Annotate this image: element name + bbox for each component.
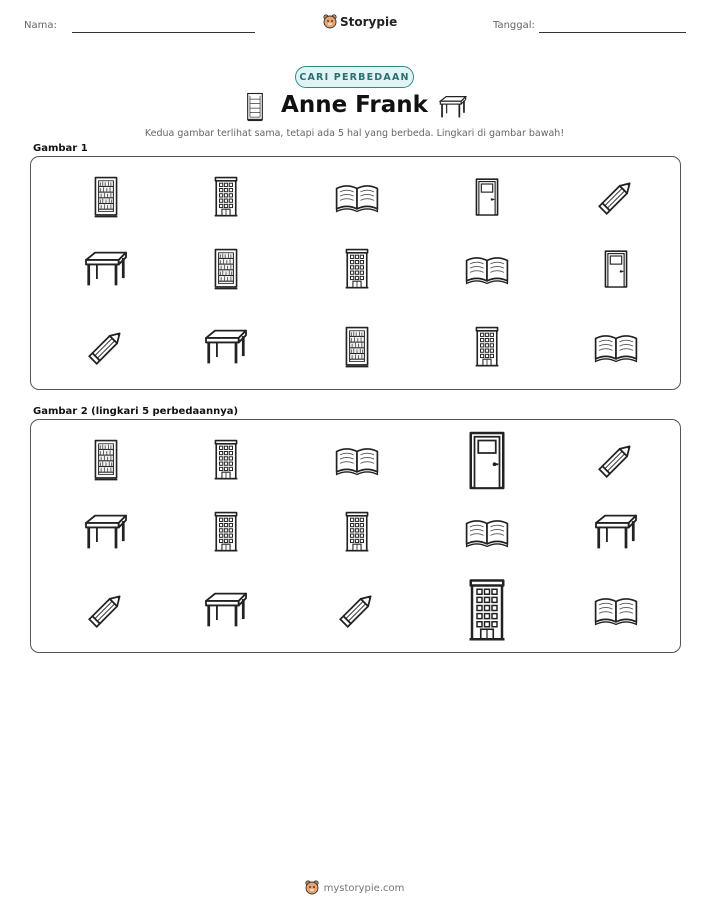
- building-icon[interactable]: [467, 575, 507, 646]
- table-icon[interactable]: [202, 590, 250, 630]
- pencil-icon[interactable]: [85, 589, 127, 631]
- bookshelf-icon[interactable]: [344, 324, 370, 370]
- mascot-icon: [305, 880, 319, 896]
- book-icon[interactable]: [463, 252, 511, 286]
- date-label: Tanggal:: [493, 20, 535, 31]
- date-field[interactable]: [539, 32, 686, 33]
- picture1-label: Gambar 1: [33, 143, 88, 154]
- footer-url[interactable]: mystorypie.com: [323, 882, 405, 894]
- door-icon[interactable]: [467, 428, 507, 493]
- book-icon[interactable]: [592, 593, 640, 627]
- building-icon[interactable]: [344, 246, 370, 292]
- activity-badge: CARI PERBEDAAN: [295, 66, 414, 88]
- picture2-panel: [30, 419, 681, 653]
- book-icon[interactable]: [463, 515, 511, 549]
- pencil-icon[interactable]: [336, 589, 378, 631]
- building-icon[interactable]: [344, 509, 370, 555]
- book-icon[interactable]: [333, 443, 381, 477]
- bookshelf-icon[interactable]: [93, 174, 119, 220]
- footer: [0, 880, 709, 896]
- brand-logo: [323, 14, 397, 30]
- bookshelf-icon[interactable]: [93, 437, 119, 483]
- instruction-text: Kedua gambar terlihat sama, tetapi ada 5 hal yang berbeda. Lingkari di gambar bawah!: [144, 128, 565, 139]
- name-field[interactable]: [72, 32, 255, 33]
- page-title: Anne Frank: [281, 92, 428, 118]
- picture2-label: Gambar 2 (lingkari 5 perbedaannya): [33, 406, 239, 417]
- door-icon[interactable]: [603, 248, 629, 290]
- door-icon[interactable]: [474, 176, 500, 218]
- table-icon[interactable]: [592, 512, 640, 552]
- pencil-icon[interactable]: [85, 326, 127, 368]
- table-icon[interactable]: [82, 249, 130, 289]
- name-label: Nama:: [24, 20, 57, 31]
- table-icon[interactable]: [202, 327, 250, 367]
- building-icon[interactable]: [213, 174, 239, 220]
- bookshelf-icon[interactable]: [213, 246, 239, 292]
- pencil-icon[interactable]: [595, 176, 637, 218]
- building-icon[interactable]: [213, 437, 239, 483]
- pencil-icon[interactable]: [595, 439, 637, 481]
- mascot-icon: [323, 14, 337, 30]
- building-icon[interactable]: [474, 324, 500, 370]
- book-icon[interactable]: [592, 330, 640, 364]
- brand-name: Storypie: [340, 15, 398, 29]
- title-table-icon: [438, 94, 468, 124]
- building-icon[interactable]: [213, 509, 239, 555]
- table-icon[interactable]: [82, 512, 130, 552]
- book-icon[interactable]: [333, 180, 381, 214]
- picture1-panel: [30, 156, 681, 390]
